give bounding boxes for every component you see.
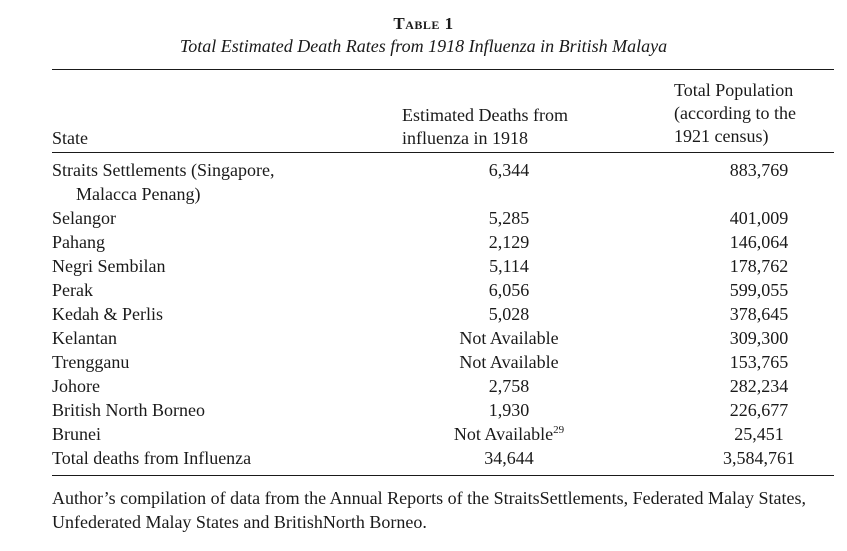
cell-population: 146,064 bbox=[729, 232, 789, 252]
cell-state: British North Borneo bbox=[52, 400, 205, 420]
cell-deaths: 2,129 bbox=[488, 232, 530, 252]
table-row bbox=[52, 326, 834, 350]
header-population-line2: (according to the bbox=[674, 103, 796, 123]
table-row-total bbox=[52, 446, 834, 470]
source-note: Author’s compilation of data from the Annual Reports of the StraitsSettlements, Federated Malay States, Unfederated Malay States and BritishNorth Borneo. bbox=[52, 488, 807, 532]
cell-deaths: 2,758 bbox=[488, 376, 530, 396]
cell-state-total: Total deaths from Influenza bbox=[52, 448, 252, 468]
table-row bbox=[52, 206, 834, 230]
table-row bbox=[52, 422, 834, 446]
cell-population: 378,645 bbox=[729, 304, 789, 324]
cell-deaths: 5,285 bbox=[488, 208, 530, 228]
cell-deaths: Not Available bbox=[459, 352, 559, 372]
cell-deaths: 5,114 bbox=[489, 256, 529, 276]
cell-deaths bbox=[412, 422, 606, 446]
cell-population: 25,451 bbox=[734, 424, 784, 444]
deaths-value: Not Available bbox=[453, 424, 554, 444]
header-deaths-line2: influenza in 1918 bbox=[402, 128, 528, 148]
cell-population: 153,765 bbox=[729, 352, 789, 372]
cell-deaths: 1,930 bbox=[488, 400, 530, 420]
table-row bbox=[52, 254, 834, 278]
state-name-continued: Malacca Penang) bbox=[76, 184, 201, 204]
cell-population: 178,762 bbox=[729, 256, 789, 276]
top-rule bbox=[52, 69, 834, 70]
cell-state: Kedah & Perlis bbox=[52, 304, 163, 324]
cell-state: Pahang bbox=[52, 232, 105, 252]
cell-population: 309,300 bbox=[729, 328, 789, 348]
cell-state: Perak bbox=[52, 280, 93, 300]
cell-population-total: 3,584,761 bbox=[723, 448, 795, 468]
cell-state bbox=[52, 158, 392, 206]
cell-population: 599,055 bbox=[729, 280, 789, 300]
cell-deaths: 6,056 bbox=[488, 280, 530, 300]
table-row bbox=[52, 278, 834, 302]
cell-population: 282,234 bbox=[729, 376, 789, 396]
header-deaths bbox=[402, 104, 568, 150]
cell-population: 401,009 bbox=[729, 208, 789, 228]
header-population-line1: Total Population bbox=[674, 80, 794, 100]
cell-state: Trengganu bbox=[52, 352, 130, 372]
table-label: Table 1 bbox=[393, 14, 454, 33]
table-row bbox=[52, 398, 834, 422]
header-state: State bbox=[52, 128, 88, 148]
cell-state: Brunei bbox=[52, 424, 101, 444]
cell-population: 883,769 bbox=[729, 160, 789, 180]
header-population-line3: 1921 census) bbox=[674, 126, 769, 146]
cell-deaths: 6,344 bbox=[488, 160, 530, 180]
cell-population: 226,677 bbox=[729, 400, 789, 420]
cell-state: Kelantan bbox=[52, 328, 117, 348]
header-deaths-line1: Estimated Deaths from bbox=[402, 105, 568, 125]
table-row bbox=[52, 158, 834, 206]
cell-state: Negri Sembilan bbox=[52, 256, 166, 276]
table-row bbox=[52, 350, 834, 374]
table-row bbox=[52, 302, 834, 326]
cell-state: Selangor bbox=[52, 208, 116, 228]
cell-deaths-total: 34,644 bbox=[484, 448, 534, 468]
bottom-rule bbox=[52, 475, 834, 476]
cell-deaths: 5,028 bbox=[488, 304, 530, 324]
table-caption: Total Estimated Death Rates from 1918 Influenza in British Malaya bbox=[179, 36, 668, 56]
state-name: Straits Settlements (Singapore, bbox=[52, 160, 275, 180]
cell-deaths: Not Available bbox=[459, 328, 559, 348]
table-row bbox=[52, 374, 834, 398]
header-rule bbox=[52, 152, 834, 153]
table-row bbox=[52, 230, 834, 254]
header-population bbox=[674, 79, 796, 148]
cell-state: Johore bbox=[52, 376, 100, 396]
footnote-reference: 29 bbox=[553, 424, 565, 436]
data-table bbox=[52, 158, 834, 470]
